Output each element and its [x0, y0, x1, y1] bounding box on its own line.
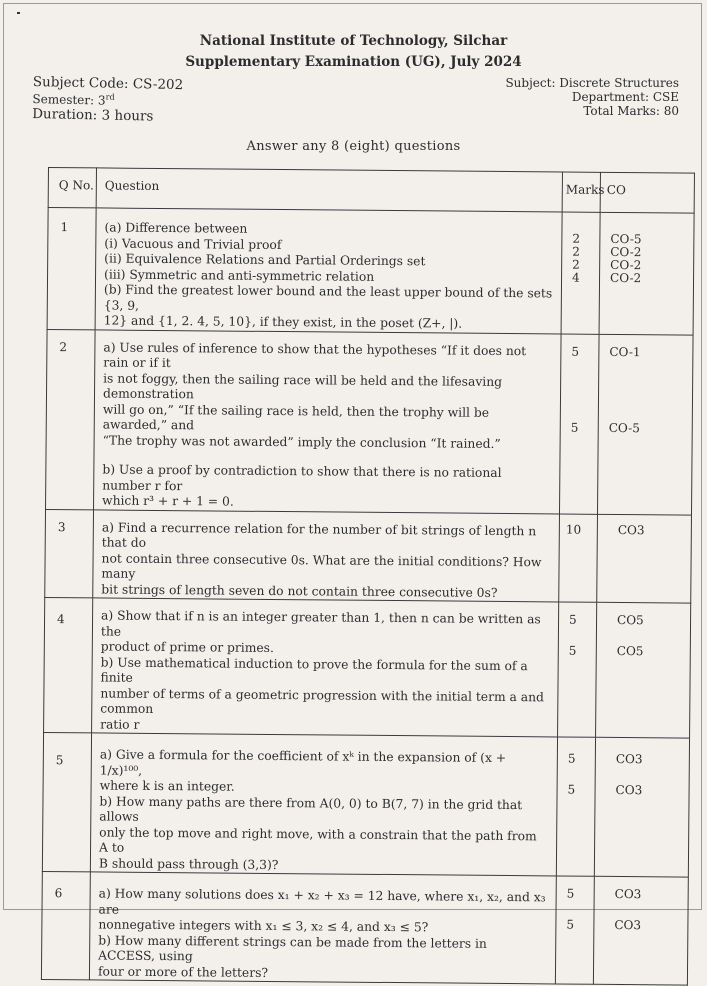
qno-cell: 5: [42, 732, 91, 871]
table-row: [47, 208, 694, 335]
co-value: CO3: [617, 522, 645, 537]
q2a-line: a) Use rules of inference to show that the hypotheses “If it does not rain or if it: [103, 339, 527, 371]
q2a-line: will go on,” “If the sailing race is held, then the trophy will be awarded,” and: [102, 401, 490, 433]
co-value: CO5: [616, 643, 644, 658]
header-qno: Q No.: [48, 168, 96, 208]
meta-left: [32, 75, 183, 124]
marks-cell: [561, 212, 600, 334]
table-row: [41, 871, 688, 985]
qno-cell: 6: [41, 871, 90, 979]
instruction: Answer any 8 (eight) questions: [246, 139, 461, 154]
q4-line: product of prime or primes.: [100, 639, 274, 655]
co-cell: [597, 514, 692, 603]
institute-name: National Institute of Technology, Silchar: [199, 33, 508, 49]
meta-right: [505, 76, 679, 118]
co-value: CO-1: [609, 344, 641, 359]
mark-value: 2: [572, 257, 580, 272]
mark-value: 5: [571, 344, 580, 359]
co-value: CO5: [617, 612, 644, 628]
q6-line: four or more of the letters?: [97, 963, 269, 980]
mark-value: 4: [571, 270, 580, 285]
table-row: [46, 329, 694, 515]
mark-value: 10: [565, 522, 582, 537]
q5-line: where k is an integer.: [99, 778, 235, 794]
question-cell: [90, 733, 557, 876]
co-cell: [597, 334, 693, 515]
q5-line: B should pass through (3,3)?: [98, 855, 279, 872]
question-cell: [92, 598, 559, 737]
q1-line: (b) Find the greatest lower bound and the least upper bound of the sets {3, 9,: [103, 282, 553, 313]
q4-line: b) Use mathematical induction to prove the formula for the sum of a finite: [100, 654, 528, 685]
co-value: CO3: [614, 917, 642, 932]
co-value: CO-2: [609, 270, 642, 286]
q1-line: (iii) Symmetric and anti-symmetric relation: [104, 266, 375, 284]
mark-value: 5: [567, 782, 576, 797]
marks-cell: [559, 513, 598, 602]
q1-line: (i) Vacuous and Trivial proof: [104, 235, 282, 252]
q6-line: nonnegative integers with x₁ ≤ 3, x₂ ≤ 4, and x₃ ≤ 5?: [98, 917, 429, 935]
mark-value: 2: [572, 244, 580, 259]
mark-value: 2: [572, 231, 581, 246]
q4-line: a) Show that if n is an integer greater than 1, then n can be written as the: [100, 608, 541, 639]
q3-line: a) Find a recurrence relation for the number of bit strings of length n that do: [101, 519, 537, 550]
mark-value: 5: [569, 612, 577, 627]
qno-cell: 1: [47, 208, 96, 330]
co-cell: [599, 212, 694, 334]
subject-name: Subject: Discrete Structures: [505, 76, 679, 90]
qno-cell: 4: [44, 597, 93, 732]
duration: Duration: 3 hours: [32, 105, 154, 125]
q4-line: number of terms of a geometric progression with the initial term a and common: [100, 685, 544, 716]
co-value: CO-2: [610, 257, 642, 273]
mark-value: 5: [568, 643, 577, 658]
q6-line: a) How many solutions does x₁ + x₂ + x₃ = 12 have, where x₁, x₂, and x₃ are: [98, 886, 546, 917]
exam-title: Supplementary Examination (UG), July 2024: [185, 54, 522, 70]
subject-code: Subject Code: CS-202: [32, 74, 184, 94]
co-value: CO3: [614, 886, 642, 902]
q3-line: bit strings of length seven do not contain three consecutive 0s?: [101, 581, 498, 600]
q2b-line: which r³ + r + 1 = 0.: [102, 493, 234, 509]
header-marks: Marks: [562, 172, 600, 212]
scan-mark: [17, 12, 20, 14]
header-question: Question: [96, 168, 562, 212]
q2a-line: is not foggy, then the sailing race will be held and the lifesaving demonstration: [102, 370, 503, 402]
co-cell: [594, 737, 689, 877]
q5-line: only the top move and right move, with a constrain that the path from A to: [99, 824, 537, 855]
question-table: [41, 167, 695, 986]
co-value: CO-2: [610, 244, 642, 260]
table-row: [44, 597, 691, 738]
table-row: [45, 509, 692, 603]
marks-cell: [559, 333, 599, 513]
q5-line: b) How many paths are there from A(0, 0) to B(7, 7) in the grid that allows: [99, 793, 523, 824]
q2b-line: b) Use a proof by contradiction to show that there is no rational number r for: [102, 462, 502, 493]
q1-line: (ii) Equivalence Relations and Partial Orderings set: [104, 251, 426, 269]
co-value: CO3: [615, 751, 643, 767]
question-cell: [94, 329, 562, 513]
question-cell: [93, 509, 560, 602]
mark-value: 5: [566, 917, 575, 932]
q4-line: ratio r: [100, 716, 140, 732]
table-header-row: [48, 168, 694, 214]
co-cell: [593, 876, 688, 985]
q6-line: b) How many different strings can be made from the letters in ACCESS, using: [98, 932, 487, 964]
co-value: CO-5: [610, 231, 642, 247]
total-marks: Total Marks: 80: [583, 104, 679, 118]
department: Department: CSE: [571, 90, 679, 104]
q2a-line: “The trophy was not awarded” imply the conclusion “It rained.”: [102, 432, 501, 451]
mark-value: 5: [566, 886, 575, 901]
question-cell: [95, 208, 562, 334]
q1-line: (a) Difference between: [104, 220, 248, 236]
qno-cell: 3: [45, 509, 94, 598]
co-value: CO3: [615, 782, 643, 797]
q3-line: not contain three consecutive 0s. What are the initial conditions? How many: [101, 550, 542, 581]
marks-cell: [558, 602, 597, 737]
q1-line: 12} and {1, 2. 4, 5, 10}, if they exist, in the poset (Z+, |).: [103, 313, 463, 331]
semester: Semester: 3rd: [32, 91, 115, 108]
co-cell: [596, 602, 691, 738]
question-cell: [89, 872, 556, 984]
mark-value: 5: [570, 420, 579, 435]
mark-value: 5: [567, 751, 576, 766]
qno-cell: 2: [46, 329, 96, 509]
marks-cell: [555, 876, 594, 984]
table-row: [42, 732, 689, 877]
co-value: CO-5: [608, 420, 640, 436]
q5-line: a) Give a formula for the coefficient of xᵏ in the expansion of (x + 1/x)¹⁰⁰,: [99, 747, 507, 778]
marks-cell: [556, 737, 595, 876]
header-co: CO: [600, 172, 694, 213]
